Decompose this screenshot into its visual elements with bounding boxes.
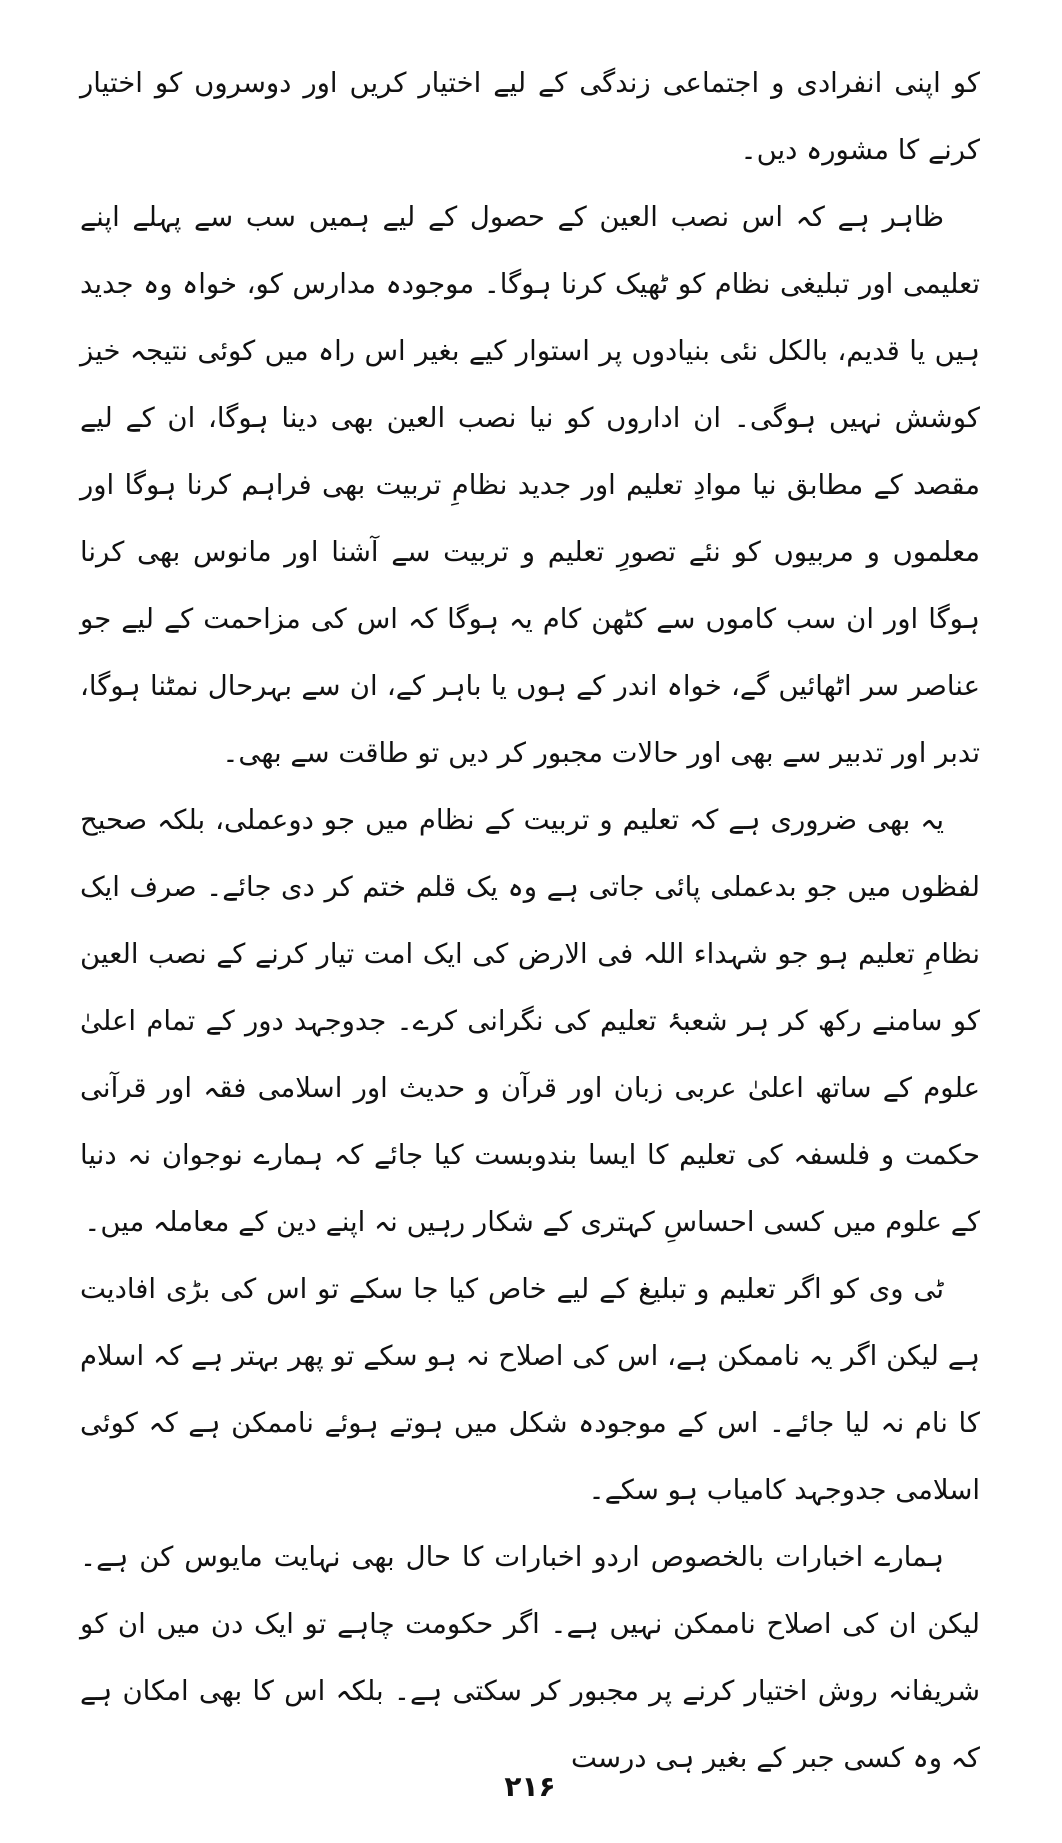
paragraph-education-system: ظاہر ہے کہ اس نصب العین کے حصول کے لیے ہمیں سب سے پہلے اپنے تعلیمی اور تبلیغی نظام کو ٹھیک کرنا ہوگا۔ موجودہ مدارس کو، خواہ وہ جدید ہیں یا قدیم، بالکل نئی بنیادوں پر استوار کیے بغیر اس راہ میں کوئی نتیجہ خیز کوشش نہیں ہوگی۔ ان اداروں کو نیا نصب العین بھی دینا ہوگا، ان کے لیے مقصد کے مطابق نیا موادِ تعلیم اور جدید نظامِ تربیت بھی فراہم کرنا ہوگا اور معلموں و مربیوں کو نئے تصورِ تعلیم و تربیت سے آشنا اور مانوس بھی کرنا ہوگا اور ان سب کاموں سے کٹھن کام یہ ہوگا کہ اس کی مزاحمت کے لیے جو عناصر سر اٹھائیں گے، خواہ اندر کے ہوں یا باہر کے، ان سے بہرحال نمٹنا ہوگا، تدبر اور تدبیر سے بھی اور حالات مجبور کر دیں تو طاقت سے بھی۔: [80, 201, 980, 769]
paragraph-continuation: کو اپنی انفرادی و اجتماعی زندگی کے لیے اختیار کریں اور دوسروں کو اختیار کرنے کا مشورہ دیں۔: [80, 67, 980, 166]
paragraph-unified-education: یہ بھی ضروری ہے کہ تعلیم و تربیت کے نظام میں جو دوعملی، بلکہ صحیح لفظوں میں جو بدعملی پائی جاتی ہے وہ یک قلم ختم کر دی جائے۔ صرف ایک نظامِ تعلیم ہو جو شہداء اللہ فی الارض کی ایک امت تیار کرنے کے نصب العین کو سامنے رکھ کر ہر شعبۂ تعلیم کی نگرانی کرے۔ جدوجہد دور کے تمام اعلیٰ علوم کے ساتھ اعلیٰ عربی زبان اور قرآن و حدیث اور اسلامی فقہ اور قرآنی حکمت و فلسفہ کی تعلیم کا ایسا بندوبست کیا جائے کہ ہمارے نوجوان نہ دنیا کے علوم میں کسی احساسِ کہتری کے شکار رہیں نہ اپنے دین کے معاملہ میں۔: [80, 804, 980, 1238]
paragraph-newspapers: ہمارے اخبارات بالخصوص اردو اخبارات کا حال بھی نہایت مایوس کن ہے۔ لیکن ان کی اصلاح ناممکن نہیں ہے۔ اگر حکومت چاہے تو ایک دن میں ان کو شریفانہ روش اختیار کرنے پر مجبور کر سکتی ہے۔ بلکہ اس کا بھی امکان ہے کہ وہ کسی جبر کے بغیر ہی درست: [80, 1541, 980, 1774]
page-number: ۲۱۶: [504, 1770, 556, 1803]
page-text: [80, 50, 980, 1810]
paragraph-television: ٹی وی کو اگر تعلیم و تبلیغ کے لیے خاص کیا جا سکے تو اس کی بڑی افادیت ہے لیکن اگر یہ ناممکن ہے، اس کی اصلاح نہ ہو سکے تو پھر بہتر ہے کہ اسلام کا نام نہ لیا جائے۔ اس کے موجودہ شکل میں ہوتے ہوئے ناممکن ہے کہ کوئی اسلامی جدوجہد کامیاب ہو سکے۔: [80, 1273, 980, 1506]
